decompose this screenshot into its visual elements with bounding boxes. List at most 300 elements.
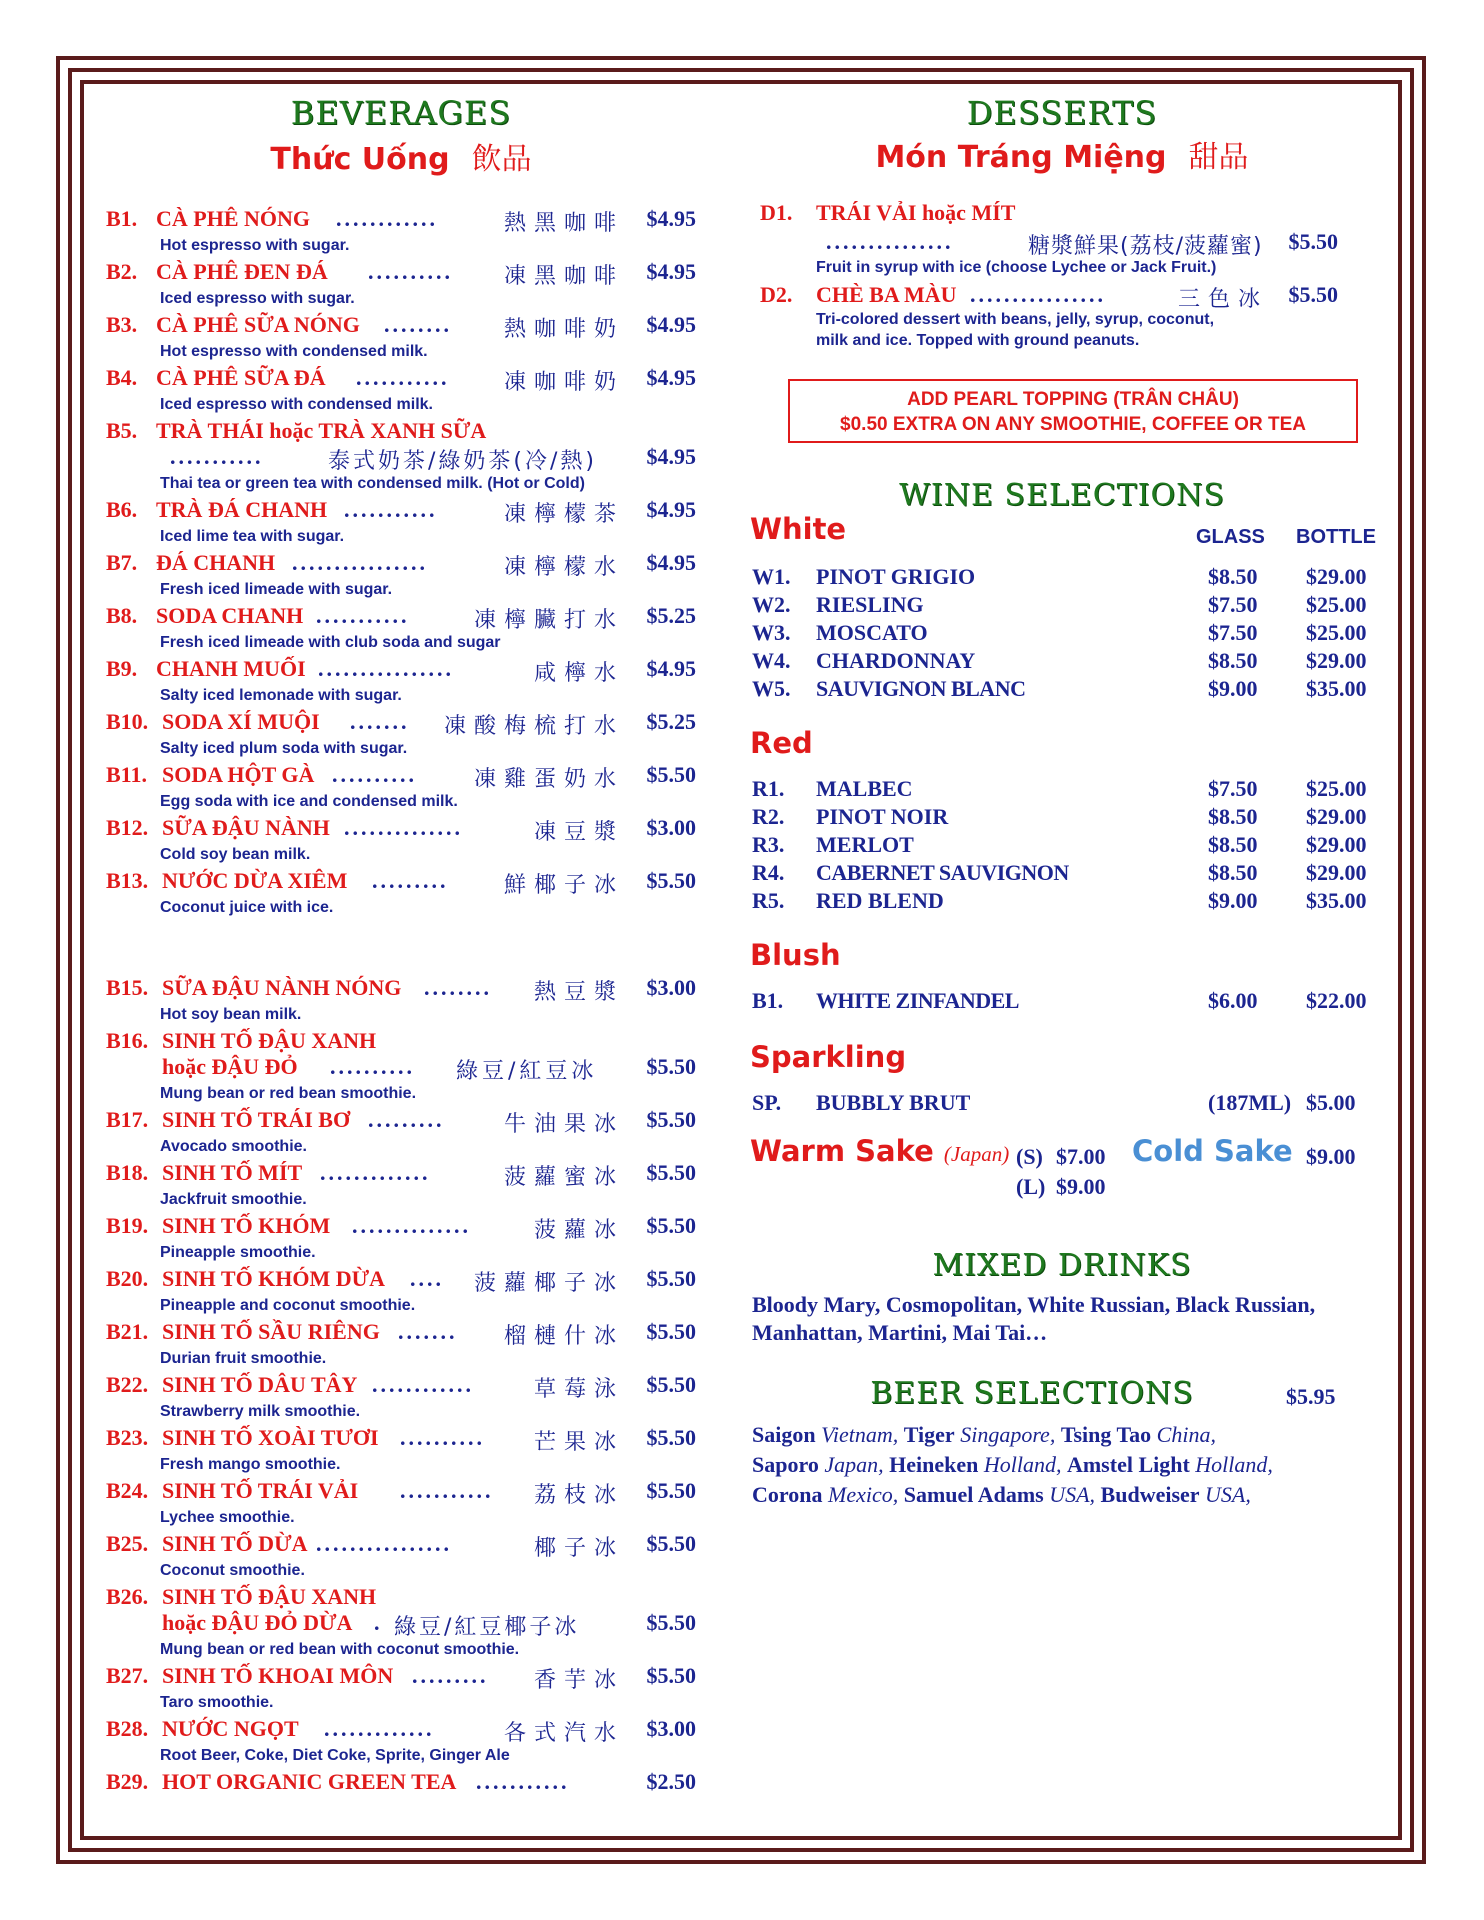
wine-glass-price: $7.50 <box>1208 592 1258 617</box>
item-price: $5.50 <box>646 1478 696 1503</box>
item-description: Fresh iced limeade with sugar. <box>160 581 393 598</box>
item-price: $3.00 <box>646 1716 696 1741</box>
item-description: Hot espresso with condensed milk. <box>160 343 428 360</box>
item-price: $4.95 <box>646 259 696 284</box>
dot-leader: ........... <box>344 497 438 522</box>
sake-size-large: (L) <box>1016 1174 1046 1199</box>
pearl-line-1: ADD PEARL TOPPING (TRÂN CHÂU) <box>907 389 1239 410</box>
wine-code: W1. <box>752 564 791 589</box>
item-name-cn: 草莓泳 <box>534 1377 625 1402</box>
white-heading: White <box>750 512 847 546</box>
item-name-cn: 綠豆/紅豆冰 <box>456 1059 598 1084</box>
item-name-cn: 綠豆/紅豆椰子冰 <box>394 1615 580 1640</box>
item-price: $5.50 <box>646 868 696 893</box>
beer-title: BEER SELECTIONS <box>870 1376 1194 1411</box>
item-price: $4.95 <box>646 444 696 469</box>
item-name: HOT ORGANIC GREEN TEA <box>162 1769 457 1794</box>
list-item-continued <box>106 1054 696 1084</box>
cold-sake-label: Cold Sake <box>1132 1134 1293 1168</box>
item-description: Hot soy bean milk. <box>160 1006 302 1023</box>
list-item <box>760 200 1338 230</box>
list-item <box>106 1531 696 1561</box>
wine-code: W5. <box>752 676 791 701</box>
list-item-continued <box>760 229 1338 259</box>
glass-column-header: GLASS <box>1196 526 1265 548</box>
beer-brand: Budweiser <box>1100 1482 1200 1507</box>
dot-leader: .... <box>410 1266 444 1291</box>
wine-name: MERLOT <box>816 832 914 857</box>
list-item <box>106 1372 696 1402</box>
cold-sake-price-row <box>752 1144 1382 1172</box>
item-price: $5.50 <box>646 1663 696 1688</box>
item-description: Fresh mango smoothie. <box>160 1456 341 1473</box>
item-code: D2. <box>760 282 793 307</box>
item-code: B27. <box>106 1663 149 1688</box>
beer-line-2 <box>752 1452 1273 1478</box>
item-description-line2: milk and ice. Topped with ground peanuts. <box>816 332 1140 349</box>
item-price: $4.95 <box>646 312 696 337</box>
item-name-cn: 牛油果冰 <box>504 1112 625 1137</box>
dot-leader: ........ <box>384 312 452 337</box>
item-name-cn: 各式汽水 <box>504 1721 625 1746</box>
list-item <box>106 1213 696 1243</box>
item-description: Hot espresso with sugar. <box>160 237 350 254</box>
item-code: B4. <box>106 365 138 390</box>
item-name: SODA CHANH <box>156 603 304 628</box>
list-item-continued <box>106 444 696 474</box>
item-name-cn: 咸檸水 <box>534 661 625 686</box>
wine-name: PINOT NOIR <box>816 804 949 829</box>
item-name-cn: 泰式奶茶/綠奶茶(冷/熱) <box>328 449 597 474</box>
item-description: Root Beer, Coke, Diet Coke, Sprite, Ginger Ale <box>160 1747 510 1764</box>
item-name: CHÈ BA MÀU <box>816 282 957 307</box>
bottle-column-header: BOTTLE <box>1296 526 1376 548</box>
dot-leader: .......... <box>332 762 417 787</box>
dot-leader: ....... <box>398 1319 458 1344</box>
wine-glass-price: $9.00 <box>1208 676 1258 701</box>
item-name-cn: 凍豆漿 <box>534 820 625 845</box>
wine-code: R1. <box>752 776 785 801</box>
wine-code: R5. <box>752 888 785 913</box>
beer-origin: Holland, <box>983 1452 1062 1477</box>
list-item <box>106 656 696 686</box>
desserts-subtitle-vn: Món Tráng Miệng <box>875 140 1167 175</box>
item-name: SINH TỐ KHÓM DỪA <box>162 1266 386 1291</box>
dot-leader: ........... <box>316 603 410 628</box>
wine-code: B1. <box>752 988 784 1013</box>
item-name-cn: 熱豆漿 <box>534 980 625 1005</box>
wine-name: CHARDONNAY <box>816 648 976 673</box>
wine-name: BUBBLY BRUT <box>816 1090 971 1115</box>
item-name: SODA HỘT GÀ <box>162 762 315 787</box>
wine-code: W3. <box>752 620 791 645</box>
table-row <box>752 776 1382 804</box>
wine-glass-price: $8.50 <box>1208 860 1258 885</box>
item-price: $5.25 <box>646 603 696 628</box>
dot-leader: .......... <box>330 1054 415 1079</box>
dot-leader: ......... <box>368 1107 445 1132</box>
wine-bottle-price: $25.00 <box>1306 776 1367 801</box>
item-name: TRÀ THÁI hoặc TRÀ XANH SỮA <box>156 418 487 443</box>
item-name-cn: 凍雞蛋奶水 <box>474 767 625 792</box>
item-name-cn: 香芋冰 <box>534 1668 625 1693</box>
item-name: SINH TỐ DÂU TÂY <box>162 1372 358 1397</box>
item-price: $4.95 <box>646 656 696 681</box>
item-description: Salty iced plum soda with sugar. <box>160 740 408 757</box>
table-row <box>752 888 1382 916</box>
dot-leader: ....... <box>350 709 410 734</box>
item-description: Thai tea or green tea with condensed milk. (Hot or Cold) <box>160 475 585 492</box>
dot-leader: ............ <box>336 206 438 231</box>
pearl-topping-notice <box>788 379 1358 443</box>
dot-leader: ........... <box>400 1478 494 1503</box>
item-name: SINH TỐ TRÁI BƠ <box>162 1107 351 1132</box>
wine-bottle-price: $29.00 <box>1306 804 1367 829</box>
item-name-cn: 椰子冰 <box>534 1536 625 1561</box>
item-price: $5.50 <box>646 1610 696 1635</box>
item-description: Fruit in syrup with ice (choose Lychee or Jack Fruit.) <box>816 259 1217 276</box>
item-code: B9. <box>106 656 138 681</box>
beer-origin: USA, <box>1205 1482 1251 1507</box>
dot-leader: .......... <box>400 1425 485 1450</box>
item-name: SINH TỐ ĐẬU XANH <box>162 1584 377 1609</box>
wine-bottle-price: $35.00 <box>1306 888 1367 913</box>
item-name-cn: 凍咖啡奶 <box>504 370 625 395</box>
dot-leader: ................ <box>316 1531 452 1556</box>
table-row <box>752 860 1382 888</box>
wine-name: MOSCATO <box>816 620 928 645</box>
dot-leader: ........... <box>356 365 450 390</box>
list-item <box>106 762 696 792</box>
beer-price: $5.95 <box>1286 1384 1336 1409</box>
warm-sake-origin: (Japan) <box>943 1142 1010 1166</box>
list-item <box>106 1769 696 1799</box>
item-description: Taro smoothie. <box>160 1694 274 1711</box>
item-name-cn: 凍黑咖啡 <box>504 264 625 289</box>
item-name: CÀ PHÊ NÓNG <box>156 206 310 231</box>
beer-brand: Saporo <box>752 1452 819 1477</box>
item-name-cn: 凍檸檬水 <box>504 555 625 580</box>
wine-glass-price: $9.00 <box>1208 888 1258 913</box>
item-price: $5.50 <box>646 1372 696 1397</box>
beverages-title: BEVERAGES <box>290 94 512 132</box>
list-item-continued <box>106 1610 696 1640</box>
list-item <box>106 1160 696 1190</box>
item-description: Salty iced lemonade with sugar. <box>160 687 402 704</box>
item-code: B5. <box>106 418 138 443</box>
item-code: B7. <box>106 550 138 575</box>
item-description: Iced lime tea with sugar. <box>160 528 345 545</box>
wine-bottle-price: $35.00 <box>1306 676 1367 701</box>
table-row <box>752 988 1382 1016</box>
item-name: TRÁI VẢI hoặc MÍT <box>816 200 1016 225</box>
wine-name: WHITE ZINFANDEL <box>816 988 1019 1013</box>
wine-code: R4. <box>752 860 785 885</box>
table-row <box>752 648 1382 676</box>
beer-brand: Tiger <box>903 1422 955 1447</box>
item-description: Tri-colored dessert with beans, jelly, syrup, coconut, <box>816 311 1215 328</box>
item-name: NƯỚC NGỌT <box>162 1716 299 1741</box>
wine-glass-price: $7.50 <box>1208 776 1258 801</box>
sake-price-large: $9.00 <box>1056 1174 1106 1199</box>
wine-glass-price: $8.50 <box>1208 564 1258 589</box>
item-name: SỮA ĐẬU NÀNH NÓNG <box>162 975 402 1000</box>
item-name: NƯỚC DỪA XIÊM <box>162 868 348 893</box>
item-code: B11. <box>106 762 147 787</box>
item-description: Durian fruit smoothie. <box>160 1350 327 1367</box>
item-price: $5.25 <box>646 709 696 734</box>
beverages-subtitle <box>106 134 696 178</box>
item-name-cn: 荔枝冰 <box>534 1483 625 1508</box>
list-item <box>106 975 696 1005</box>
desserts-subtitle <box>752 132 1372 176</box>
sake-size-small: (S) <box>1016 1144 1043 1169</box>
wine-bottle-price: $29.00 <box>1306 648 1367 673</box>
wine-bottle-price: $22.00 <box>1306 988 1367 1013</box>
wine-name: MALBEC <box>816 776 913 801</box>
beer-origin: Holland, <box>1195 1452 1273 1477</box>
red-heading: Red <box>750 726 813 760</box>
item-name-cn: 凍酸梅梳打水 <box>444 714 625 739</box>
beer-origin: USA, <box>1049 1482 1096 1507</box>
item-price: $5.50 <box>1288 229 1338 254</box>
item-code: B12. <box>106 815 149 840</box>
item-code: B16. <box>106 1028 149 1053</box>
dot-leader: ......... <box>412 1663 489 1688</box>
item-name-cn: 榴槤什冰 <box>504 1324 625 1349</box>
item-description: Avocado smoothie. <box>160 1138 307 1155</box>
item-name: TRÀ ĐÁ CHANH <box>156 497 328 522</box>
item-description: Lychee smoothie. <box>160 1509 295 1526</box>
item-description: Fresh iced limeade with club soda and sugar <box>160 634 501 651</box>
item-price: $5.50 <box>646 1054 696 1079</box>
cold-sake-price: $9.00 <box>1306 1144 1356 1169</box>
item-name-cn: 熱黑咖啡 <box>504 211 625 236</box>
item-price: $2.50 <box>646 1769 696 1794</box>
item-name: SINH TỐ TRÁI VẢI <box>162 1478 359 1503</box>
mixed-drinks-line-1: Bloody Mary, Cosmopolitan, White Russian, Black Russian, <box>752 1292 1316 1317</box>
item-code: B18. <box>106 1160 149 1185</box>
item-name: CÀ PHÊ SỮA NÓNG <box>156 312 360 337</box>
dot-leader: ................ <box>292 550 428 575</box>
item-price: $4.95 <box>646 365 696 390</box>
beer-origin: Vietnam, <box>821 1422 899 1447</box>
dot-leader: ................ <box>970 282 1106 307</box>
list-item <box>106 815 696 845</box>
beer-origin: Mexico, <box>828 1482 899 1507</box>
item-name: SỮA ĐẬU NÀNH <box>162 815 330 840</box>
item-code: B25. <box>106 1531 149 1556</box>
dot-leader: ............. <box>320 1160 431 1185</box>
beer-origin: China, <box>1156 1422 1216 1447</box>
item-description: Egg soda with ice and condensed milk. <box>160 793 458 810</box>
warm-sake-large <box>752 1174 1382 1202</box>
item-code: B24. <box>106 1478 149 1503</box>
item-description: Coconut juice with ice. <box>160 899 334 916</box>
wine-bottle-price: $25.00 <box>1306 592 1367 617</box>
item-price: $4.95 <box>646 497 696 522</box>
table-row <box>752 1090 1382 1118</box>
item-description: Mung bean or red bean smoothie. <box>160 1085 417 1102</box>
list-item <box>106 1425 696 1455</box>
item-name: SINH TỐ KHOAI MÔN <box>162 1663 394 1688</box>
item-price: $5.50 <box>646 1266 696 1291</box>
wine-glass-price: $6.00 <box>1208 988 1258 1013</box>
item-name-cn: 糖漿鮮果(荔枝/菠蘿蜜) <box>1028 234 1263 259</box>
item-price: $5.50 <box>646 762 696 787</box>
wine-glass-price: $8.50 <box>1208 832 1258 857</box>
wine-code: W2. <box>752 592 791 617</box>
dot-leader: ............... <box>826 229 954 254</box>
dot-leader: ........ <box>424 975 492 1000</box>
item-code: B8. <box>106 603 138 628</box>
item-code: B1. <box>106 206 138 231</box>
item-code: B21. <box>106 1319 149 1344</box>
list-item <box>106 497 696 527</box>
wine-name: RIESLING <box>816 592 924 617</box>
item-price: $4.95 <box>646 206 696 231</box>
wine-bottle-price: $25.00 <box>1306 620 1367 645</box>
mixed-drinks-title: MIXED DRINKS <box>932 1248 1192 1283</box>
wine-name: SAUVIGNON BLANC <box>816 676 1026 701</box>
list-item <box>106 603 696 633</box>
item-price: $5.50 <box>646 1160 696 1185</box>
item-code: B15. <box>106 975 149 1000</box>
beer-brand: Saigon <box>752 1422 816 1447</box>
beer-line-1 <box>752 1422 1216 1448</box>
dot-leader: ............. <box>324 1716 435 1741</box>
beer-brand: Samuel Adams <box>903 1482 1044 1507</box>
wine-name: PINOT GRIGIO <box>816 564 976 589</box>
wine-bottle-price: $29.00 <box>1306 832 1367 857</box>
desserts-subtitle-cn: 甜品 <box>1188 140 1249 175</box>
item-description: Jackfruit smoothie. <box>160 1191 307 1208</box>
item-description: Pineapple smoothie. <box>160 1244 316 1261</box>
list-item <box>106 1716 696 1746</box>
dot-leader: .......... <box>368 259 453 284</box>
item-code: B20. <box>106 1266 149 1291</box>
dot-leader: ........... <box>476 1769 570 1794</box>
item-name-cn: 鮮椰子冰 <box>504 873 625 898</box>
beer-brand: Corona <box>752 1482 823 1507</box>
wine-size: (187ML) <box>1208 1090 1292 1115</box>
beer-brand: Tsing Tao <box>1060 1422 1152 1447</box>
warm-sake-label: Warm Sake <box>750 1134 934 1168</box>
list-item <box>106 312 696 342</box>
item-code: B17. <box>106 1107 149 1132</box>
item-code: B23. <box>106 1425 149 1450</box>
item-name-cn: 凍檸檬茶 <box>504 502 625 527</box>
dot-leader: .............. <box>344 815 463 840</box>
item-name-cn: 熱咖啡奶 <box>504 317 625 342</box>
wine-bottle-price: $29.00 <box>1306 860 1367 885</box>
beer-brand: Amstel Light <box>1066 1452 1190 1477</box>
mixed-drinks-line-2: Manhattan, Martini, Mai Tai… <box>752 1320 1048 1345</box>
wine-bottle-price: $29.00 <box>1306 564 1367 589</box>
wine-code: R3. <box>752 832 785 857</box>
wine-code: SP. <box>752 1090 782 1115</box>
item-name-line2: hoặc ĐẬU ĐỎ <box>162 1054 298 1079</box>
item-name-cn: 菠蘿冰 <box>534 1218 625 1243</box>
dot-leader: . <box>374 1610 383 1635</box>
table-row <box>752 804 1382 832</box>
list-item <box>106 550 696 580</box>
item-price: $4.95 <box>646 550 696 575</box>
item-code: B2. <box>106 259 138 284</box>
item-description: Mung bean or red bean with coconut smoothie. <box>160 1641 520 1658</box>
item-price: $3.00 <box>646 975 696 1000</box>
desserts-title: DESSERTS <box>966 94 1158 132</box>
item-name-line2: hoặc ĐẬU ĐỎ DỪA <box>162 1610 353 1635</box>
beer-origin: Singapore, <box>960 1422 1056 1447</box>
dot-leader: .............. <box>352 1213 471 1238</box>
list-item <box>106 259 696 289</box>
item-description: Cold soy bean milk. <box>160 846 311 863</box>
item-name: SINH TỐ MÍT <box>162 1160 303 1185</box>
wine-name: CABERNET SAUVIGNON <box>816 860 1069 885</box>
list-item <box>760 282 1338 312</box>
wine-glass-price: $8.50 <box>1208 804 1258 829</box>
item-name: SINH TỐ SẦU RIÊNG <box>162 1319 380 1344</box>
item-code: B10. <box>106 709 149 734</box>
item-description: Coconut smoothie. <box>160 1562 305 1579</box>
item-code: B13. <box>106 868 149 893</box>
list-item <box>106 1266 696 1296</box>
item-price: $5.50 <box>646 1213 696 1238</box>
dot-leader: ......... <box>372 868 449 893</box>
item-description: Iced espresso with sugar. <box>160 290 355 307</box>
item-code: B22. <box>106 1372 149 1397</box>
item-price: $5.50 <box>646 1107 696 1132</box>
table-row <box>752 832 1382 860</box>
item-name: ĐÁ CHANH <box>156 550 276 575</box>
table-row <box>752 676 1382 704</box>
beer-origin: Japan, <box>824 1452 884 1477</box>
wine-price: $5.00 <box>1306 1090 1356 1115</box>
item-price: $5.50 <box>1288 282 1338 307</box>
beverages-subtitle-vn: Thức Uống <box>270 142 450 177</box>
item-description: Pineapple and coconut smoothie. <box>160 1297 416 1314</box>
list-item <box>106 206 696 236</box>
item-code: B19. <box>106 1213 149 1238</box>
list-item <box>106 365 696 395</box>
blush-heading: Blush <box>750 938 841 972</box>
item-code: B6. <box>106 497 138 522</box>
item-code: B29. <box>106 1769 149 1794</box>
item-name-cn: 菠蘿椰子冰 <box>474 1271 625 1296</box>
beer-brand: Heineken <box>889 1452 979 1477</box>
item-name-cn: 芒果冰 <box>534 1430 625 1455</box>
wine-title: WINE SELECTIONS <box>899 478 1225 513</box>
item-price: $3.00 <box>646 815 696 840</box>
sake-price-small: $7.00 <box>1056 1144 1106 1169</box>
item-code: D1. <box>760 200 793 225</box>
item-name: SINH TỐ KHÓM <box>162 1213 331 1238</box>
sparkling-heading: Sparkling <box>750 1040 907 1074</box>
beer-line-3 <box>752 1482 1251 1508</box>
dot-leader: ............ <box>372 1372 474 1397</box>
item-code: B28. <box>106 1716 149 1741</box>
item-name: SINH TỐ ĐẬU XANH <box>162 1028 377 1053</box>
item-name-cn: 菠蘿蜜冰 <box>504 1165 625 1190</box>
item-name-cn: 三色冰 <box>1178 287 1269 312</box>
wine-name: RED BLEND <box>816 888 944 913</box>
item-price: $5.50 <box>646 1531 696 1556</box>
beverages-subtitle-cn: 飲品 <box>471 142 532 177</box>
list-item <box>106 868 696 898</box>
list-item <box>106 1663 696 1693</box>
item-name: SINH TỐ DỪA <box>162 1531 308 1556</box>
